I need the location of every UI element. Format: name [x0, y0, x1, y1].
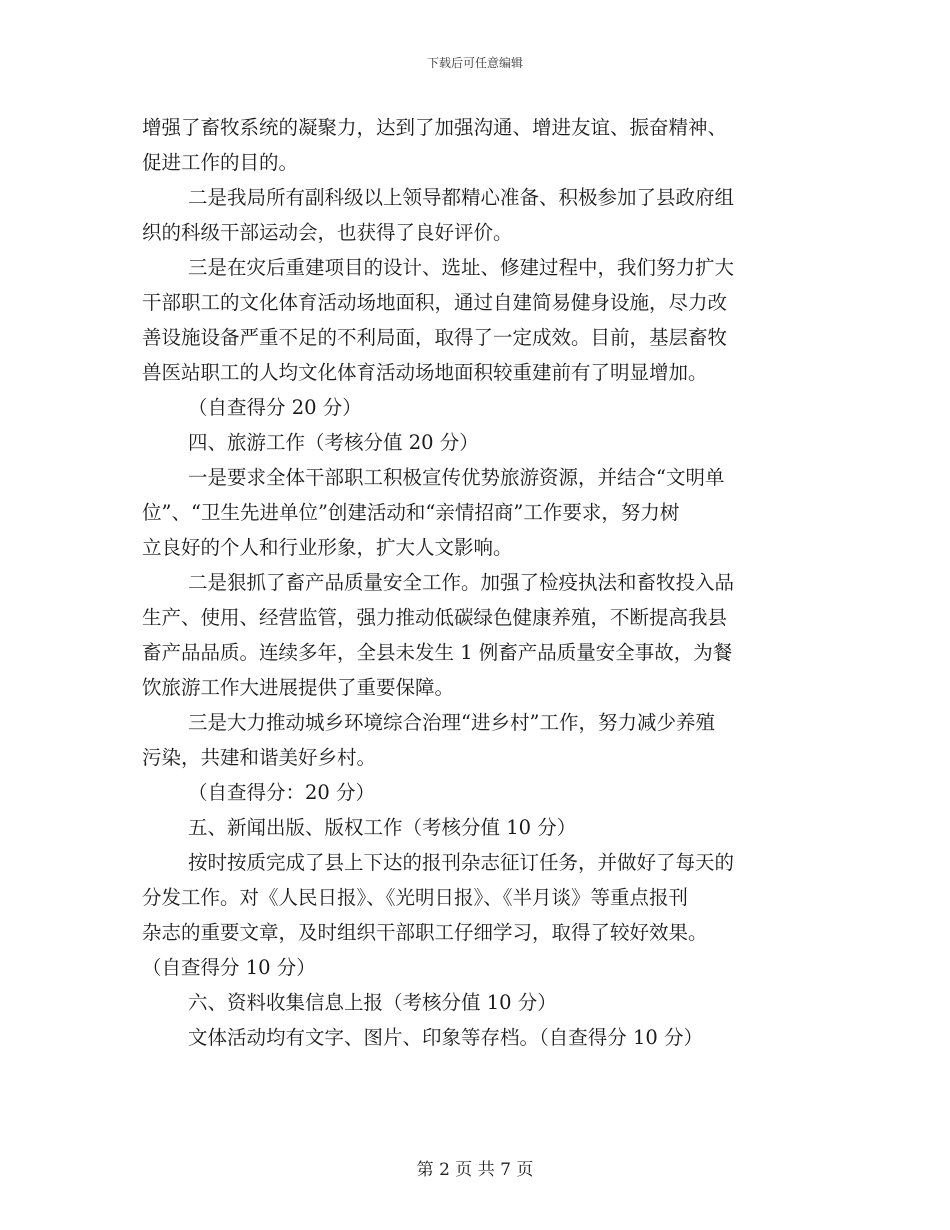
body-line: 三是在灾后重建项目的设计、选址、修建过程中，我们努力扩大: [188, 256, 735, 279]
section-heading: 六、资料收集信息上报（考核分值 10 分）: [188, 991, 557, 1014]
body-line: 增强了畜牧系统的凝聚力，达到了加强沟通、增进友谊、振奋精神、: [142, 116, 728, 139]
body-line: 促进工作的目的。: [142, 151, 299, 174]
page-header: 下载后可任意编辑: [426, 56, 523, 70]
self-score-line: （自查得分 20 分）: [188, 396, 362, 419]
body-line: 立良好的个人和行业形象，扩大人文影响。: [142, 536, 513, 559]
body-line: 分发工作。对《人民日报》、《光明日报》、《半月谈》等重点报刊: [142, 886, 689, 909]
body-line: 位”、“卫生先进单位”创建活动和“亲情招商”工作要求，努力树: [142, 501, 680, 524]
body-line: 按时按质完成了县上下达的报刊杂志征订任务，并做好了每天的: [188, 851, 735, 874]
body-line: 织的科级干部运动会，也获得了良好评价。: [142, 221, 513, 244]
body-line: 善设施设备严重不足的不利局面，取得了一定成效。目前，基层畜牧: [142, 326, 728, 349]
body-line: 干部职工的文化体育活动场地面积，通过自建简易健身设施，尽力改: [142, 291, 728, 314]
body-line: 一是要求全体干部职工积极宣传优势旅游资源，并结合“文明单: [188, 466, 725, 489]
body-line: 污染，共建和谐美好乡村。: [142, 746, 377, 769]
self-score-line: （自查得分：20 分）: [188, 781, 376, 804]
body-line: 二是狠抓了畜产品质量安全工作。加强了检疫执法和畜牧投入品: [188, 571, 735, 594]
body-line: 饮旅游工作大进展提供了重要保障。: [142, 676, 455, 699]
self-score-line: （自查得分 10 分）: [142, 956, 316, 979]
body-line: 二是我局所有副科级以上领导都精心准备、积极参加了县政府组: [188, 186, 735, 209]
body-line: 三是大力推动城乡环境综合治理“进乡村”工作，努力减少养殖: [188, 711, 715, 734]
body-line: 畜产品品质。连续多年，全县未发生 1 例畜产品质量安全事故，为餐: [142, 641, 733, 664]
body-line: 杂志的重要文章，及时组织干部职工仔细学习，取得了较好效果。: [142, 921, 708, 944]
section-heading: 五、新闻出版、版权工作（考核分值 10 分）: [188, 816, 577, 839]
body-line: 文体活动均有文字、图片、印象等存档。（自查得分 10 分）: [188, 1026, 703, 1049]
body-line: 生产、使用、经营监管，强力推动低碳绿色健康养殖，不断提高我县: [142, 606, 728, 629]
section-heading: 四、旅游工作（考核分值 20 分）: [188, 431, 479, 454]
body-line: 兽医站职工的人均文化体育活动场地面积较重建前有了明显增加。: [142, 361, 708, 384]
page-number: 第 2 页 共 7 页: [416, 1160, 534, 1180]
